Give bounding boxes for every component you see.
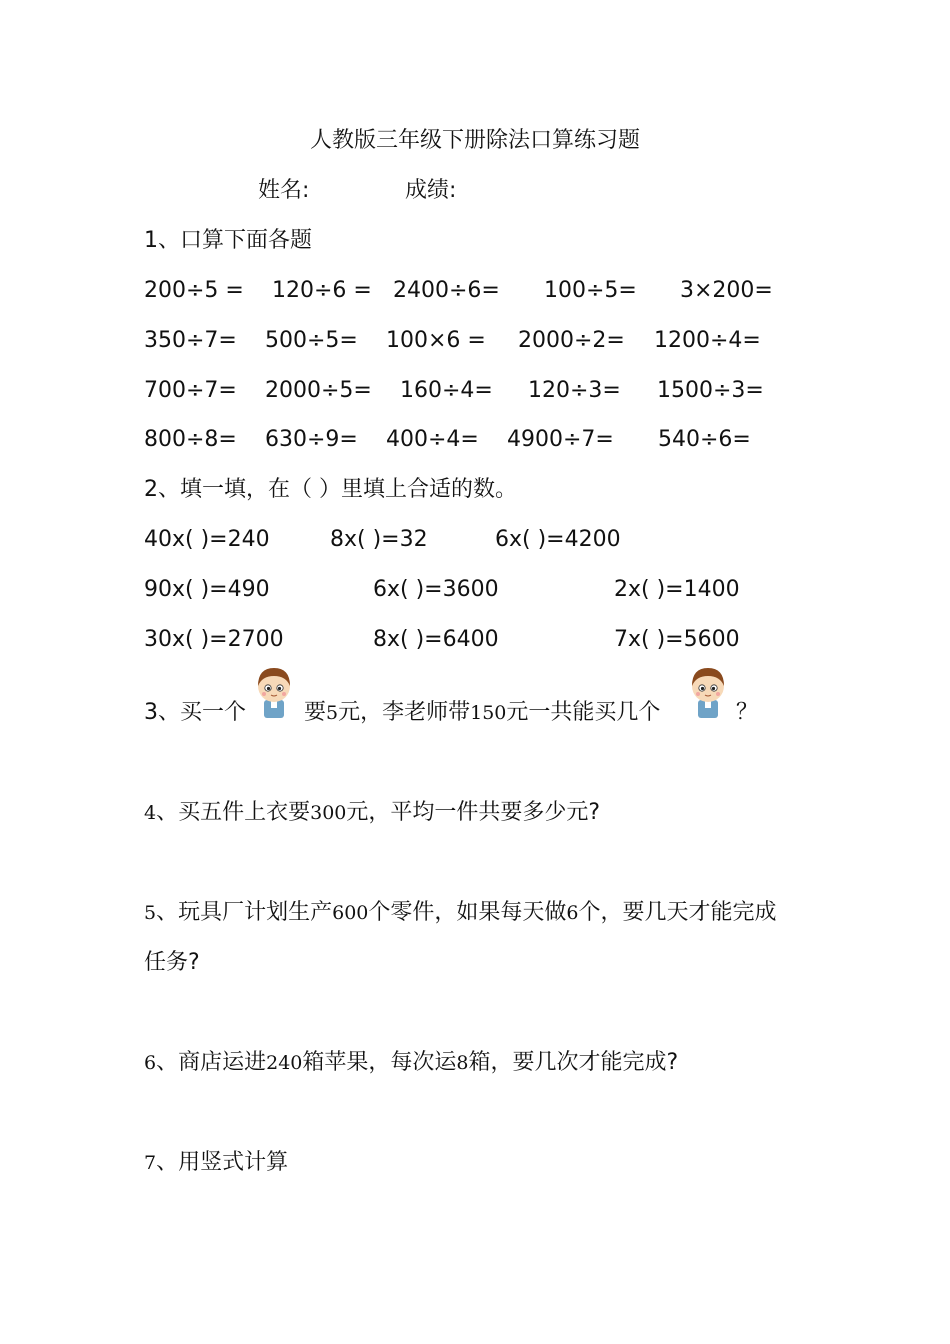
fill-item: 6x( )=4200 — [495, 527, 621, 552]
fill-item: 8x( )=6400 — [373, 627, 499, 652]
fill-item: 7x( )=5600 — [614, 627, 740, 652]
arith-item: 350÷7= — [144, 328, 237, 353]
doll-icon — [686, 664, 730, 720]
fill-item: 90x( )=490 — [144, 577, 270, 602]
q3-suffix: ？ — [736, 700, 759, 725]
arith-item: 200÷5 = — [144, 278, 244, 303]
arith-item: 540÷6= — [658, 427, 751, 452]
question-7: 7、用竖式计算 — [144, 1150, 289, 1175]
q3-body: 要5元，李老师带150元一共能买几个 — [304, 700, 661, 725]
question-4: 4、买五件上衣要300元，平均一件共要多少元? — [144, 800, 601, 825]
question-6: 6、商店运进240箱苹果，每次运8箱，要几次才能完成? — [144, 1050, 679, 1075]
arith-item: 630÷9= — [265, 427, 358, 452]
arith-item: 3×200= — [680, 278, 773, 303]
arith-item: 1200÷4= — [654, 328, 761, 353]
arith-item: 120÷6 = — [272, 278, 372, 303]
arith-item: 160÷4= — [400, 378, 493, 403]
section2-heading: 2、填一填，在（ ）里填上合适的数。 — [144, 477, 517, 502]
arith-item: 700÷7= — [144, 378, 237, 403]
arith-item: 120÷3= — [528, 378, 621, 403]
fill-item: 40x( )=240 — [144, 527, 270, 552]
question-5: 5、玩具厂计划生产600个零件，如果每天做6个，要几天才能完成 — [144, 900, 777, 925]
arith-item: 500÷5= — [265, 328, 358, 353]
fill-item: 6x( )=3600 — [373, 577, 499, 602]
arith-item: 800÷8= — [144, 427, 237, 452]
arith-item: 2400÷6= — [393, 278, 500, 303]
question-5-line2: 任务? — [144, 950, 200, 975]
page-title: 人教版三年级下册除法口算练习题 — [309, 128, 640, 153]
arith-item: 1500÷3= — [657, 378, 764, 403]
arith-item: 400÷4= — [386, 427, 479, 452]
fill-item: 2x( )=1400 — [614, 577, 740, 602]
arith-item: 4900÷7= — [507, 427, 614, 452]
arith-item: 2000÷2= — [518, 328, 625, 353]
score-label: 成绩: — [405, 178, 457, 203]
arith-item: 2000÷5= — [265, 378, 372, 403]
fill-item: 8x( )=32 — [330, 527, 428, 552]
section1-heading: 1、口算下面各题 — [144, 228, 312, 253]
name-label: 姓名: — [258, 178, 310, 203]
doll-icon — [252, 664, 296, 720]
fill-item: 30x( )=2700 — [144, 627, 284, 652]
arith-item: 100×6 = — [386, 328, 486, 353]
arith-item: 100÷5= — [544, 278, 637, 303]
q3-prefix: 3、买一个 — [144, 700, 246, 725]
